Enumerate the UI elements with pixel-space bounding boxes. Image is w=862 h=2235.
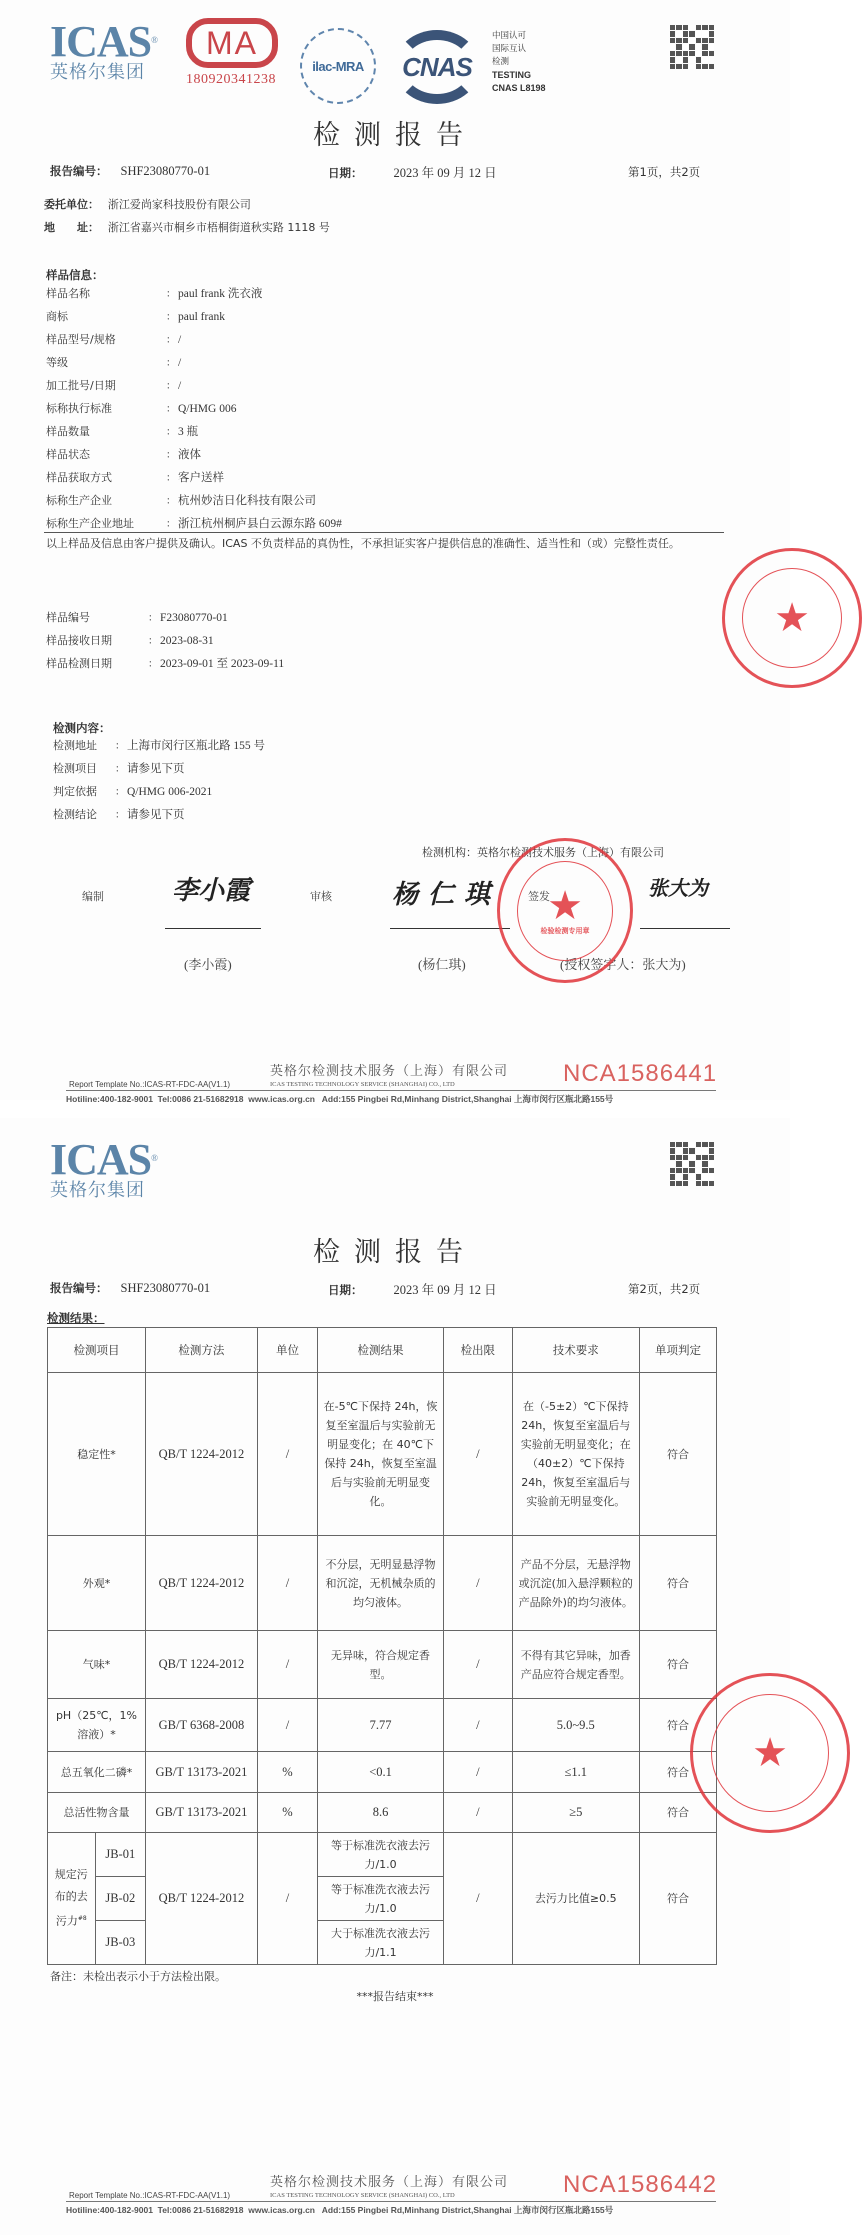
info-row — [46, 444, 342, 467]
official-seal-stamp — [497, 838, 633, 983]
colon-separator: ： — [166, 427, 176, 438]
cell-limit: / — [444, 1793, 513, 1833]
info-row — [46, 398, 342, 421]
cnas-accreditation-text — [492, 30, 546, 95]
icas-logo-cn: 英格尔集团 — [50, 62, 145, 83]
info-label: 样品型号/规格 — [46, 333, 116, 346]
footer-divider — [66, 1090, 716, 1091]
cnas-line: 国际互认 — [492, 44, 527, 54]
footer-company-en: ICAS TESTING TECHNOLOGY SERVICE (SHANGHAI) CO., LTD — [270, 1081, 455, 1088]
icas-logo-cn: 英格尔集团 — [50, 1180, 145, 1201]
cell-verdict: 符合 — [639, 1752, 716, 1793]
info-row — [46, 653, 284, 676]
info-label: 商标 — [46, 310, 68, 323]
cell-unit: / — [257, 1373, 317, 1536]
report-number-value: SHF23080770-01 — [120, 164, 211, 178]
sample-info-list — [46, 283, 342, 536]
address-value: 浙江省嘉兴市桐乡市梧桐街道秋实路 1118 号 — [107, 221, 330, 234]
info-label: 样品编号 — [46, 611, 90, 624]
cma-logo-text: MA — [206, 24, 258, 61]
info-value: / — [178, 380, 182, 392]
cell-item: 稳定性* — [48, 1373, 146, 1536]
cell-limit: / — [444, 1536, 513, 1631]
cell-result: 8.6 — [318, 1793, 444, 1833]
cell-unit: / — [257, 1631, 317, 1699]
cell-limit: / — [444, 1373, 513, 1536]
qr-code-icon — [670, 1142, 714, 1186]
institution-label: 检测机构：英格尔检测技术服务（上海）有限公司 — [422, 846, 664, 859]
info-row — [46, 283, 342, 306]
cell-unit: % — [257, 1793, 317, 1833]
cell-result: 大于标准洗衣液去污力/1.1 — [318, 1921, 444, 1965]
cell-method: QB/T 1224-2012 — [145, 1833, 257, 1965]
signature-line — [165, 928, 261, 929]
cell-limit: / — [444, 1752, 513, 1793]
report-template-no: Report Template No.:ICAS-RT-FDC-AA(V1.1) — [69, 2191, 231, 2200]
cell-cloth: JB-03 — [95, 1921, 145, 1965]
cnas-line: 中国认可 — [492, 31, 527, 41]
cnas-logo — [394, 30, 480, 104]
info-value: 上海市闵行区瓶北路 155 号 — [127, 740, 265, 752]
cell-result: 等于标准洗衣液去污力/1.0 — [318, 1833, 444, 1877]
cell-item: pH（25℃，1%溶液）* — [48, 1699, 146, 1752]
info-value: paul frank 洗衣液 — [178, 288, 263, 300]
footer-company-en: ICAS TESTING TECHNOLOGY SERVICE (SHANGHAI) CO., LTD — [270, 2192, 455, 2199]
info-label: 样品数量 — [46, 425, 90, 438]
detergency-footnote: #8 — [77, 1915, 87, 1923]
registered-mark: ® — [151, 35, 157, 45]
column-header: 检出限 — [444, 1328, 513, 1373]
cell-result: 不分层，无明显悬浮物和沉淀，无机械杂质的均匀液体。 — [318, 1536, 444, 1631]
report-template-no: Report Template No.:ICAS-RT-FDC-AA(V1.1) — [69, 1080, 231, 1089]
report-date-value: 2023 年 09 月 12 日 — [393, 166, 497, 180]
issued-label: 签发 — [528, 890, 550, 903]
cell-unit: / — [257, 1833, 317, 1965]
cell-method: QB/T 1224-2012 — [145, 1373, 257, 1536]
cell-requirement: 不得有其它异味，加香产品应符合规定香型。 — [512, 1631, 639, 1699]
info-label: 标称生产企业 — [46, 494, 112, 507]
cell-verdict: 符合 — [639, 1793, 716, 1833]
star-icon: ★ — [752, 1730, 788, 1775]
qr-code-icon — [670, 25, 714, 69]
info-label: 样品接收日期 — [46, 634, 112, 647]
cell-limit: / — [444, 1833, 513, 1965]
address-row — [44, 217, 330, 239]
sample-info-heading: 样品信息： — [46, 268, 104, 282]
table-row — [48, 1833, 717, 1877]
cell-verdict: 符合 — [639, 1631, 716, 1699]
cell-requirement: ≥5 — [512, 1793, 639, 1833]
colon-separator: ： — [115, 764, 125, 775]
info-value: 杭州妙洁日化科技有限公司 — [178, 495, 316, 507]
info-value: Q/HMG 006 — [178, 403, 237, 415]
cell-requirement: 去污力比值≥0.5 — [512, 1833, 639, 1965]
cell-result: 无异味，符合规定香型。 — [318, 1631, 444, 1699]
info-label: 检测地址 — [53, 739, 97, 752]
colon-separator: ： — [148, 659, 158, 670]
icas-logo — [50, 17, 160, 84]
table-row — [48, 1373, 717, 1536]
report-number-label: 报告编号： — [50, 164, 108, 178]
info-value: / — [178, 357, 182, 369]
colon-separator: ： — [166, 358, 176, 369]
cnas-logo-text: CNAS — [402, 52, 472, 82]
signature-line — [640, 928, 730, 929]
info-label: 等级 — [46, 356, 68, 369]
colon-separator: ： — [148, 636, 158, 647]
qr-code[interactable] — [670, 25, 714, 69]
info-value: Q/HMG 006-2021 — [127, 786, 213, 798]
table-row — [48, 1752, 717, 1793]
footer-contact: Hotiline:400-182-9001 Tel:0086 21-51682918 www.icas.org.cn Add:155 Pingbei Rd,Minhang District,Shanghai 上海市闵行区瓶北路155号 — [66, 2205, 614, 2215]
info-value: / — [178, 334, 182, 346]
cell-limit: / — [444, 1631, 513, 1699]
table-row — [48, 1699, 717, 1752]
star-icon: ★ — [774, 595, 810, 640]
report-page-2 — [0, 1118, 790, 2235]
colon-separator: ： — [115, 810, 125, 821]
info-row — [46, 329, 342, 352]
reviewed-signature: 杨仁琪 — [392, 880, 501, 910]
info-row — [46, 630, 284, 653]
report-number — [50, 1280, 210, 1296]
footer-company-cn: 英格尔检测技术服务（上海）有限公司 — [270, 2175, 509, 2190]
report-date-value: 2023 年 09 月 12 日 — [393, 1283, 497, 1297]
edge-seal-stamp — [722, 548, 862, 688]
info-row — [46, 421, 342, 444]
cell-verdict: 符合 — [639, 1536, 716, 1631]
colon-separator: ： — [166, 496, 176, 507]
client-label: 委托单位： — [44, 198, 99, 211]
info-row — [46, 490, 342, 513]
column-header: 检测结果 — [318, 1328, 444, 1373]
page-indicator: 第1页，共2页 — [628, 165, 701, 179]
cell-method: QB/T 1224-2012 — [145, 1536, 257, 1631]
divider — [44, 532, 724, 533]
compiled-name: (李小霞) — [184, 957, 232, 972]
cell-verdict: 符合 — [639, 1373, 716, 1536]
report-page-1 — [0, 0, 810, 1104]
info-value: 3 瓶 — [178, 426, 199, 438]
info-value: 浙江杭州桐庐县白云源东路 609# — [178, 518, 342, 530]
page-indicator: 第2页，共2页 — [628, 1282, 701, 1296]
qr-code[interactable] — [670, 1142, 714, 1186]
icas-logo-text: ICAS — [50, 1135, 152, 1184]
cell-item: 气味* — [48, 1631, 146, 1699]
column-header: 检测项目 — [48, 1328, 146, 1373]
cell-result: 在-5℃下保持 24h，恢复至室温后与实验前无明显变化；在 40℃下保持 24h，恢复至室温后与实验前无明显变化。 — [318, 1373, 444, 1536]
colon-separator: ： — [166, 473, 176, 484]
address-label: 地 址： — [44, 221, 99, 234]
info-value: 2023-09-01 至 2023-09-11 — [160, 658, 285, 670]
info-value: paul frank — [178, 311, 225, 323]
report-date-label: 日期： — [328, 1283, 363, 1297]
column-header: 技术要求 — [512, 1328, 639, 1373]
table-row — [48, 1631, 717, 1699]
info-row — [46, 467, 342, 490]
serial-number: NCA1586441 — [563, 1060, 718, 1087]
colon-separator: ： — [148, 613, 158, 624]
info-row — [53, 758, 265, 781]
test-content-list — [53, 735, 265, 827]
icas-logo-text: ICAS — [50, 17, 152, 66]
cell-method: GB/T 6368-2008 — [145, 1699, 257, 1752]
cell-item: 总活性物含量 — [48, 1793, 146, 1833]
cell-verdict: 符合 — [639, 1699, 716, 1752]
cma-number: 180920341238 — [186, 72, 276, 87]
cell-cloth: JB-01 — [95, 1833, 145, 1877]
info-value: 请参见下页 — [127, 763, 185, 775]
info-row — [46, 352, 342, 375]
edge-seal-stamp — [690, 1673, 850, 1833]
footer-divider — [66, 2201, 716, 2202]
footer-contact: Hotiline:400-182-9001 Tel:0086 21-51682918 www.icas.org.cn Add:155 Pingbei Rd,Minhang District,Shanghai 上海市闵行区瓶北路155号 — [66, 1094, 614, 1104]
info-row — [53, 781, 265, 804]
colon-separator: ： — [166, 312, 176, 323]
report-number-value: SHF23080770-01 — [120, 1281, 211, 1295]
cell-method: GB/T 13173-2021 — [145, 1752, 257, 1793]
cell-unit: / — [257, 1536, 317, 1631]
detergency-item-label: 规定污布的去污力 — [54, 1868, 88, 1928]
info-row — [53, 735, 265, 758]
icas-logo — [50, 1135, 160, 1202]
page-title: 检测报告 — [313, 120, 477, 151]
column-header: 单项判定 — [639, 1328, 716, 1373]
info-row — [46, 306, 342, 329]
colon-separator: ： — [166, 450, 176, 461]
compiled-signature: 李小霞 — [172, 876, 251, 906]
info-label: 标称执行标准 — [46, 402, 112, 415]
cnas-line: CNAS L8198 — [492, 83, 546, 93]
serial-number: NCA1586442 — [563, 2171, 718, 2198]
signature-line — [390, 928, 510, 929]
cell-item: 总五氧化二磷* — [48, 1752, 146, 1793]
results-table — [47, 1327, 717, 1965]
table-note: 备注：未检出表示小于方法检出限。 — [50, 1970, 226, 1983]
sample-dates-list — [46, 607, 284, 676]
info-label: 检测项目 — [53, 762, 97, 775]
report-number-label: 报告编号： — [50, 1281, 108, 1295]
issued-signature: 张大为 — [648, 876, 708, 900]
ilac-logo-text: ilac-MRA — [312, 58, 364, 74]
colon-separator: ： — [166, 289, 176, 300]
colon-separator: ： — [115, 741, 125, 752]
cell-cloth: JB-02 — [95, 1877, 145, 1921]
info-value: 液体 — [178, 449, 201, 461]
column-header: 单位 — [257, 1328, 317, 1373]
cell-limit: / — [444, 1699, 513, 1752]
table-row — [48, 1793, 717, 1833]
report-end-marker: ***报告结束*** — [356, 1990, 434, 2003]
info-row — [46, 607, 284, 630]
cnas-line: TESTING — [492, 70, 532, 80]
compiled-label: 编制 — [82, 890, 104, 903]
info-label: 样品名称 — [46, 287, 90, 300]
cell-requirement: 5.0~9.5 — [512, 1699, 639, 1752]
cell-method: QB/T 1224-2012 — [145, 1631, 257, 1699]
colon-separator: ： — [166, 519, 176, 530]
cell-verdict: 符合 — [639, 1833, 716, 1965]
cnas-line: 检测 — [492, 57, 510, 67]
info-value: 2023-08-31 — [160, 635, 214, 647]
column-header: 检测方法 — [145, 1328, 257, 1373]
table-row — [48, 1536, 717, 1631]
registered-mark: ® — [151, 1153, 157, 1163]
report-date — [328, 1280, 497, 1298]
cma-logo — [186, 18, 278, 68]
cell-result: 7.77 — [318, 1699, 444, 1752]
info-label: 样品状态 — [46, 448, 90, 461]
report-date — [328, 163, 497, 181]
cell-requirement: ≤1.1 — [512, 1752, 639, 1793]
cell-unit: % — [257, 1752, 317, 1793]
client-row — [44, 194, 251, 216]
info-value: 客户送样 — [178, 472, 224, 484]
info-label: 样品检测日期 — [46, 657, 112, 670]
info-label: 加工批号/日期 — [46, 379, 116, 392]
report-date-label: 日期： — [328, 166, 363, 180]
page-title: 检测报告 — [313, 1237, 477, 1268]
info-row — [53, 804, 265, 827]
issued-name: (授权签字人：张大为) — [560, 957, 686, 972]
cell-requirement: 在（-5±2）℃下保持 24h，恢复至室温后与实验前无明显变化；在（40±2）℃下保持 24h，恢复至室温后与实验前无明显变化。 — [512, 1373, 639, 1536]
info-value: F23080770-01 — [160, 612, 228, 624]
colon-separator: ： — [166, 404, 176, 415]
table-header-row — [48, 1328, 717, 1373]
reviewed-label: 审核 — [310, 890, 332, 903]
star-icon: ★ — [547, 882, 583, 928]
reviewed-name: (杨仁琪) — [418, 957, 466, 972]
info-label: 样品获取方式 — [46, 471, 112, 484]
cell-unit: / — [257, 1699, 317, 1752]
disclaimer: 以上样品及信息由客户提供及确认。ICAS 不负责样品的真伪性，不承担证实客户提供信息的准确性、适当性和（或）完整性责任。 — [46, 537, 680, 550]
test-content-heading: 检测内容： — [53, 721, 111, 735]
info-value: 请参见下页 — [127, 809, 185, 821]
results-heading: 检测结果： — [47, 1311, 105, 1325]
seal-sub-text: 检验检测专用章 — [540, 926, 590, 935]
cell-method: GB/T 13173-2021 — [145, 1793, 257, 1833]
colon-separator: ： — [166, 381, 176, 392]
cell-result: 等于标准洗衣液去污力/1.0 — [318, 1877, 444, 1921]
info-row — [46, 375, 342, 398]
cell-requirement: 产品不分层，无悬浮物或沉淀(加入悬浮颗粒的产品除外)的均匀液体。 — [512, 1536, 639, 1631]
info-label: 判定依据 — [53, 785, 97, 798]
footer-company-cn: 英格尔检测技术服务（上海）有限公司 — [270, 1064, 509, 1079]
info-label: 标称生产企业地址 — [46, 517, 134, 530]
cell-result: <0.1 — [318, 1752, 444, 1793]
client-value: 浙江爱尚家科技股份有限公司 — [107, 198, 251, 211]
cell-item — [48, 1833, 96, 1965]
colon-separator: ： — [115, 787, 125, 798]
report-number — [50, 163, 210, 179]
ilac-mra-logo — [300, 28, 376, 104]
colon-separator: ： — [166, 335, 176, 346]
info-label: 检测结论 — [53, 808, 97, 821]
cell-item: 外观* — [48, 1536, 146, 1631]
